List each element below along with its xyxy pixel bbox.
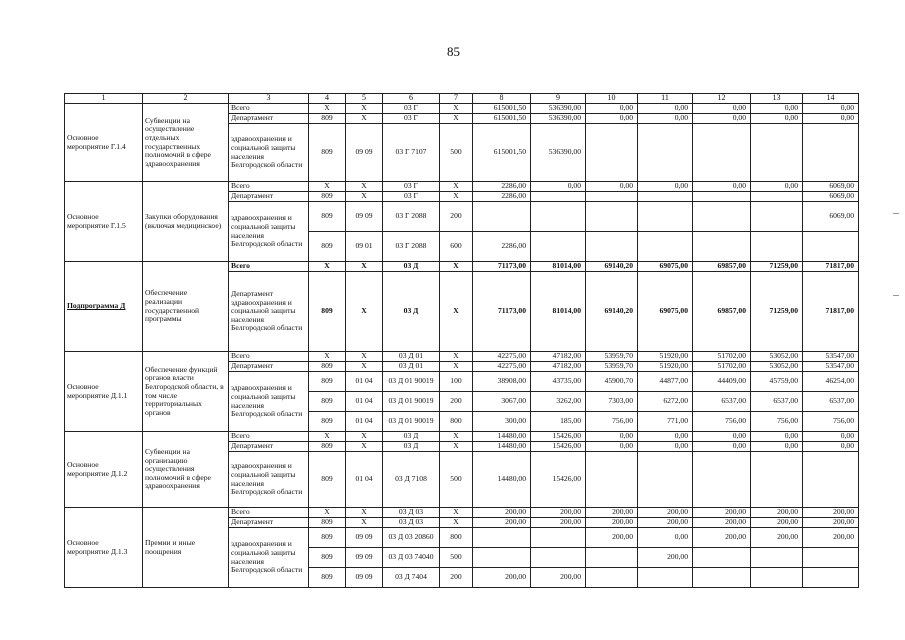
table-cell: 0,00 [638, 104, 693, 114]
table-cell: 200,00 [751, 508, 803, 518]
row-label: Основное мероприятие Г.1.4 [65, 104, 143, 182]
table-cell: 0,00 [638, 182, 693, 192]
table-cell: 200,00 [531, 518, 586, 528]
table-cell [638, 124, 693, 182]
table-cell: 536390,00 [531, 114, 586, 124]
table-cell: 756,00 [803, 412, 859, 432]
header-cell: 8 [473, 94, 531, 104]
dept-text: здравоохранения и социальной защиты населения Белгородской области [229, 202, 309, 262]
row-label: Основное мероприятие Д.1.2 [65, 432, 143, 508]
table-cell: 51920,00 [638, 362, 693, 372]
table-cell: X [309, 432, 346, 442]
table-cell: 0,00 [803, 104, 859, 114]
table-cell: 0,00 [751, 432, 803, 442]
table-cell: 09 09 [346, 202, 383, 232]
table-cell [803, 232, 859, 262]
table-cell [531, 528, 586, 548]
table-cell: 03 Г [383, 182, 440, 192]
table-cell [751, 548, 803, 568]
table-cell [693, 124, 751, 182]
table-cell [803, 568, 859, 588]
table-cell: 809 [309, 392, 346, 412]
header-cell: 1 [65, 94, 143, 104]
header-cell: 3 [229, 94, 309, 104]
table-cell: 7303,00 [586, 392, 638, 412]
table-cell: 47182,00 [531, 362, 586, 372]
table-cell [803, 548, 859, 568]
table-cell: 809 [309, 442, 346, 452]
table-cell: 809 [309, 272, 346, 352]
table-cell [751, 568, 803, 588]
table-cell: Всего [229, 104, 309, 114]
table-cell: 0,00 [586, 442, 638, 452]
table-cell: 53052,00 [751, 352, 803, 362]
table-cell: 0,00 [693, 104, 751, 114]
table-cell [638, 232, 693, 262]
table-cell: X [440, 182, 473, 192]
table-cell: 0,00 [693, 114, 751, 124]
table-cell: X [309, 508, 346, 518]
table-cell: 15426,00 [531, 442, 586, 452]
table-cell [531, 548, 586, 568]
row-desc: Обеспечение реализации государственной программы [143, 262, 229, 352]
table-cell: 51702,00 [693, 352, 751, 362]
table-cell: 200,00 [473, 568, 531, 588]
table-cell: 69140,20 [586, 272, 638, 352]
table-cell: X [309, 182, 346, 192]
table-cell: 14480,00 [473, 452, 531, 508]
table-cell [751, 202, 803, 232]
table-cell: 756,00 [751, 412, 803, 432]
table-cell: X [309, 352, 346, 362]
table-cell: 6272,00 [638, 392, 693, 412]
table-cell: 03 Д 7108 [383, 452, 440, 508]
header-cell: 7 [440, 94, 473, 104]
table-cell: X [440, 518, 473, 528]
header-cell: 12 [693, 94, 751, 104]
table-cell: X [440, 362, 473, 372]
table-cell: 0,00 [531, 182, 586, 192]
table-cell: 69857,00 [693, 272, 751, 352]
table-row [65, 508, 859, 518]
table-cell: 09 09 [346, 124, 383, 182]
table-cell [751, 452, 803, 508]
table-cell: 771,00 [638, 412, 693, 432]
table-cell: Департамент [229, 518, 309, 528]
table-cell: 53547,00 [803, 362, 859, 372]
table-cell: 300,00 [473, 412, 531, 432]
table-cell: 809 [309, 548, 346, 568]
table-cell: 03 Г 2088 [383, 202, 440, 232]
table-cell: 81014,00 [531, 272, 586, 352]
table-cell: 809 [309, 568, 346, 588]
table-cell: X [440, 432, 473, 442]
table-cell: 42275,00 [473, 362, 531, 372]
header-cell: 10 [586, 94, 638, 104]
table-cell [693, 202, 751, 232]
table-cell [693, 568, 751, 588]
table-cell: 03 Д 03 74040 [383, 548, 440, 568]
table-cell: 200,00 [586, 518, 638, 528]
table-cell: 800 [440, 528, 473, 548]
table-cell: X [309, 262, 346, 272]
table-cell [586, 452, 638, 508]
table-cell: X [346, 272, 383, 352]
table-cell: 03 Г [383, 192, 440, 202]
dept-name: Департамент здравоохранения и социальной защиты населения Белгородской области [229, 272, 309, 352]
table-cell: 44877,00 [638, 372, 693, 392]
table-cell [473, 202, 531, 232]
table-cell: 0,00 [586, 114, 638, 124]
header-cell: 9 [531, 94, 586, 104]
table-cell [586, 232, 638, 262]
table-row [65, 94, 859, 104]
header-cell: 6 [383, 94, 440, 104]
table-cell: 100 [440, 372, 473, 392]
table-cell: 756,00 [693, 412, 751, 432]
table-cell: 615001,50 [473, 104, 531, 114]
table-cell: 0,00 [638, 432, 693, 442]
table-cell: 71259,00 [751, 272, 803, 352]
table-cell: 09 09 [346, 568, 383, 588]
table-cell: 200,00 [638, 548, 693, 568]
table-cell: 03 Д 03 [383, 508, 440, 518]
table-cell: 200,00 [751, 528, 803, 548]
table-cell: 0,00 [803, 432, 859, 442]
table-cell: 71817,00 [803, 272, 859, 352]
table-cell: 47182,00 [531, 352, 586, 362]
table-cell: 809 [309, 518, 346, 528]
header-cell: 11 [638, 94, 693, 104]
table-cell [638, 568, 693, 588]
table-cell: X [346, 114, 383, 124]
table-cell: 15426,00 [531, 452, 586, 508]
table-cell: 09 01 [346, 232, 383, 262]
table-cell: 2286,00 [473, 182, 531, 192]
table-cell [751, 124, 803, 182]
table-cell: 0,00 [751, 114, 803, 124]
table-cell: X [440, 508, 473, 518]
table-cell: X [346, 104, 383, 114]
dept-text: здравоохранения и социальной защиты населения Белгородской области [229, 452, 309, 508]
table-cell: 03 Г [383, 114, 440, 124]
table-cell: 03 Д 01 [383, 352, 440, 362]
table-cell: X [346, 192, 383, 202]
table-cell: 809 [309, 192, 346, 202]
table-cell: 03 Д 01 90019 [383, 412, 440, 432]
table-cell: 03 Д 03 20860 [383, 528, 440, 548]
table-cell [803, 124, 859, 182]
table-cell: 01 04 [346, 452, 383, 508]
page-number: 85 [447, 44, 460, 59]
table-cell [586, 202, 638, 232]
row-desc: Субвенции на осуществление отдельных государственных полномочий в сфере здравоохранения [143, 104, 229, 182]
table-cell: 200,00 [693, 528, 751, 548]
header-cell: 4 [309, 94, 346, 104]
table-cell: 200 [440, 392, 473, 412]
table-cell: 809 [309, 528, 346, 548]
table-cell: X [440, 352, 473, 362]
table-cell: 69857,00 [693, 262, 751, 272]
table-cell: X [346, 362, 383, 372]
table-cell: X [440, 262, 473, 272]
table-cell: 38908,00 [473, 372, 531, 392]
table-cell: 200,00 [638, 518, 693, 528]
table-cell: 0,00 [586, 182, 638, 192]
row-label: Основное мероприятие Г.1.5 [65, 182, 143, 262]
table-cell: X [440, 114, 473, 124]
row-desc: Субвенции на организацию осуществления полномочий в сфере здравоохранения [143, 432, 229, 508]
table-cell [693, 452, 751, 508]
table-cell: Департамент [229, 114, 309, 124]
table-cell: 03 Д 03 [383, 518, 440, 528]
table-cell: 536390,00 [531, 124, 586, 182]
table-cell: 03 Д 01 90019 [383, 392, 440, 412]
table-cell: 14480,00 [473, 442, 531, 452]
table-cell: 0,00 [693, 432, 751, 442]
table-cell: 03 Д [383, 432, 440, 442]
dept-text: здравоохранения и социальной защиты населения Белгородской области [229, 124, 309, 182]
table-cell: 03 Д 7404 [383, 568, 440, 588]
table-cell: X [309, 104, 346, 114]
table-cell: 0,00 [693, 442, 751, 452]
table-cell: X [346, 262, 383, 272]
table-cell: 03 Г 7107 [383, 124, 440, 182]
table-cell: 200,00 [638, 508, 693, 518]
table-cell: 53959,70 [586, 362, 638, 372]
table-row [65, 352, 859, 362]
table-cell [531, 202, 586, 232]
table-cell: Всего [229, 432, 309, 442]
table-cell: 81014,00 [531, 262, 586, 272]
scan-mark [893, 213, 899, 214]
table-cell: 69075,00 [638, 262, 693, 272]
table-cell: 809 [309, 372, 346, 392]
table-cell: 71817,00 [803, 262, 859, 272]
table-cell: 03 Г 2088 [383, 232, 440, 262]
row-label: Основное мероприятие Д.1.3 [65, 508, 143, 588]
table-cell [586, 192, 638, 202]
table-cell: 200,00 [803, 518, 859, 528]
table-cell: 200 [440, 568, 473, 588]
table-cell: Всего [229, 508, 309, 518]
table-cell: 0,00 [638, 114, 693, 124]
table-cell: Департамент [229, 362, 309, 372]
table-cell: 600 [440, 232, 473, 262]
table-cell: Всего [229, 352, 309, 362]
table-cell: 200,00 [693, 508, 751, 518]
table-cell: 200,00 [803, 528, 859, 548]
table-cell: 53959,70 [586, 352, 638, 362]
table-cell: X [346, 432, 383, 442]
table-cell: 46254,00 [803, 372, 859, 392]
table-cell: 200,00 [473, 518, 531, 528]
table-cell: 3262,00 [531, 392, 586, 412]
table-row [65, 262, 859, 272]
table-cell: 42275,00 [473, 352, 531, 362]
table-cell [693, 232, 751, 262]
table-cell: 200,00 [531, 508, 586, 518]
table-row [65, 182, 859, 192]
table-cell [751, 232, 803, 262]
budget-table [64, 93, 859, 588]
table-cell: 01 04 [346, 412, 383, 432]
header-cell: 14 [803, 94, 859, 104]
table-cell: 03 Д [383, 272, 440, 352]
table-cell: 809 [309, 452, 346, 508]
table-cell: 2286,00 [473, 192, 531, 202]
table-cell: 809 [309, 114, 346, 124]
table-cell: 69140,20 [586, 262, 638, 272]
table-cell: 03 Д [383, 442, 440, 452]
table-cell: 800 [440, 412, 473, 432]
dept-text: здравоохранения и социальной защиты населения Белгородской области [229, 528, 309, 588]
table-cell [638, 452, 693, 508]
table-cell: 200 [440, 202, 473, 232]
table-cell: Департамент [229, 192, 309, 202]
table-cell: 51702,00 [693, 362, 751, 372]
table-cell: Департамент [229, 442, 309, 452]
table-cell: 09 09 [346, 528, 383, 548]
table-cell: 14480,00 [473, 432, 531, 442]
table-cell: 0,00 [638, 528, 693, 548]
table-cell [473, 528, 531, 548]
table-cell: 200,00 [586, 508, 638, 518]
table-cell: 200,00 [803, 508, 859, 518]
table-cell: 71173,00 [473, 272, 531, 352]
table-cell: 0,00 [751, 442, 803, 452]
table-cell: 0,00 [586, 432, 638, 442]
table-cell: 809 [309, 362, 346, 372]
table-cell: 185,00 [531, 412, 586, 432]
dept-text: здравоохранения и социальной защиты населения Белгородской области [229, 372, 309, 432]
row-label: Подпрограмма Д [65, 262, 143, 352]
table-cell [693, 548, 751, 568]
row-label: Основное мероприятие Д.1.1 [65, 352, 143, 432]
table-cell: 51920,00 [638, 352, 693, 362]
table-cell: 09 09 [346, 548, 383, 568]
table-cell: 01 04 [346, 392, 383, 412]
table-cell: 6537,00 [751, 392, 803, 412]
table-cell: 0,00 [803, 114, 859, 124]
table-cell: 6069,00 [803, 182, 859, 192]
scan-mark [893, 295, 899, 296]
table-cell: X [440, 442, 473, 452]
table-cell: 0,00 [693, 182, 751, 192]
header-cell: 5 [346, 94, 383, 104]
table-cell: 756,00 [586, 412, 638, 432]
table-cell: 615001,50 [473, 114, 531, 124]
table-cell: X [346, 352, 383, 362]
table-cell: 01 04 [346, 372, 383, 392]
table-cell: 53052,00 [751, 362, 803, 372]
table-cell: 71259,00 [751, 262, 803, 272]
table-cell [586, 124, 638, 182]
table-cell: X [440, 272, 473, 352]
table-cell: 6069,00 [803, 202, 859, 232]
table-cell: 200,00 [751, 518, 803, 528]
table-cell: 809 [309, 124, 346, 182]
table-cell: 44409,00 [693, 372, 751, 392]
table-cell: X [440, 192, 473, 202]
table-row [65, 432, 859, 442]
table-cell: 809 [309, 232, 346, 262]
table-cell [531, 192, 586, 202]
table-cell: 0,00 [803, 442, 859, 452]
table-cell: 500 [440, 548, 473, 568]
table-cell: 0,00 [638, 442, 693, 452]
table-cell: X [346, 508, 383, 518]
table-cell: 03 Д 01 90019 [383, 372, 440, 392]
table-cell [693, 192, 751, 202]
table-cell [586, 568, 638, 588]
table-cell: 200,00 [473, 508, 531, 518]
table-cell: 200,00 [531, 568, 586, 588]
table-cell: 615001,50 [473, 124, 531, 182]
table-cell: X [440, 104, 473, 114]
table-cell: 809 [309, 202, 346, 232]
table-cell: 03 Д [383, 262, 440, 272]
table-cell: 200,00 [586, 528, 638, 548]
table-cell [803, 452, 859, 508]
table-cell: 0,00 [586, 104, 638, 114]
table-cell: 03 Г [383, 104, 440, 114]
row-desc: Премии и иные поощрения [143, 508, 229, 588]
table-cell: 0,00 [751, 104, 803, 114]
table-cell: 6069,00 [803, 192, 859, 202]
header-cell: 13 [751, 94, 803, 104]
table-cell: 500 [440, 452, 473, 508]
table-cell: 500 [440, 124, 473, 182]
row-desc: Закупки оборудования (включая медицинское) [143, 182, 229, 262]
table-cell: 0,00 [751, 182, 803, 192]
table-cell: 45900,70 [586, 372, 638, 392]
table-cell: Всего [229, 262, 309, 272]
table-cell: 53547,00 [803, 352, 859, 362]
table-cell: X [346, 442, 383, 452]
table-cell [473, 548, 531, 568]
table-cell: 6537,00 [803, 392, 859, 412]
table-row [65, 104, 859, 114]
table-cell: 3067,00 [473, 392, 531, 412]
table-cell: 6537,00 [693, 392, 751, 412]
table-cell: 03 Д 01 [383, 362, 440, 372]
table-cell: 200,00 [693, 518, 751, 528]
header-cell: 2 [143, 94, 229, 104]
table-cell: 15426,00 [531, 432, 586, 442]
table-cell: 69075,00 [638, 272, 693, 352]
row-desc: Обеспечение функций органов власти Белгородской области, в том числе территориальных органов [143, 352, 229, 432]
table-cell: Всего [229, 182, 309, 192]
table-cell: X [346, 518, 383, 528]
table-cell: 43735,00 [531, 372, 586, 392]
table-cell [638, 202, 693, 232]
table-cell: 809 [309, 412, 346, 432]
table-cell [586, 548, 638, 568]
table-cell: 45759,00 [751, 372, 803, 392]
table-cell [751, 192, 803, 202]
table-cell [638, 192, 693, 202]
table-cell: X [346, 182, 383, 192]
table-cell [531, 232, 586, 262]
table-cell: 71173,00 [473, 262, 531, 272]
table-cell: 536390,00 [531, 104, 586, 114]
table-cell: 2286,00 [473, 232, 531, 262]
